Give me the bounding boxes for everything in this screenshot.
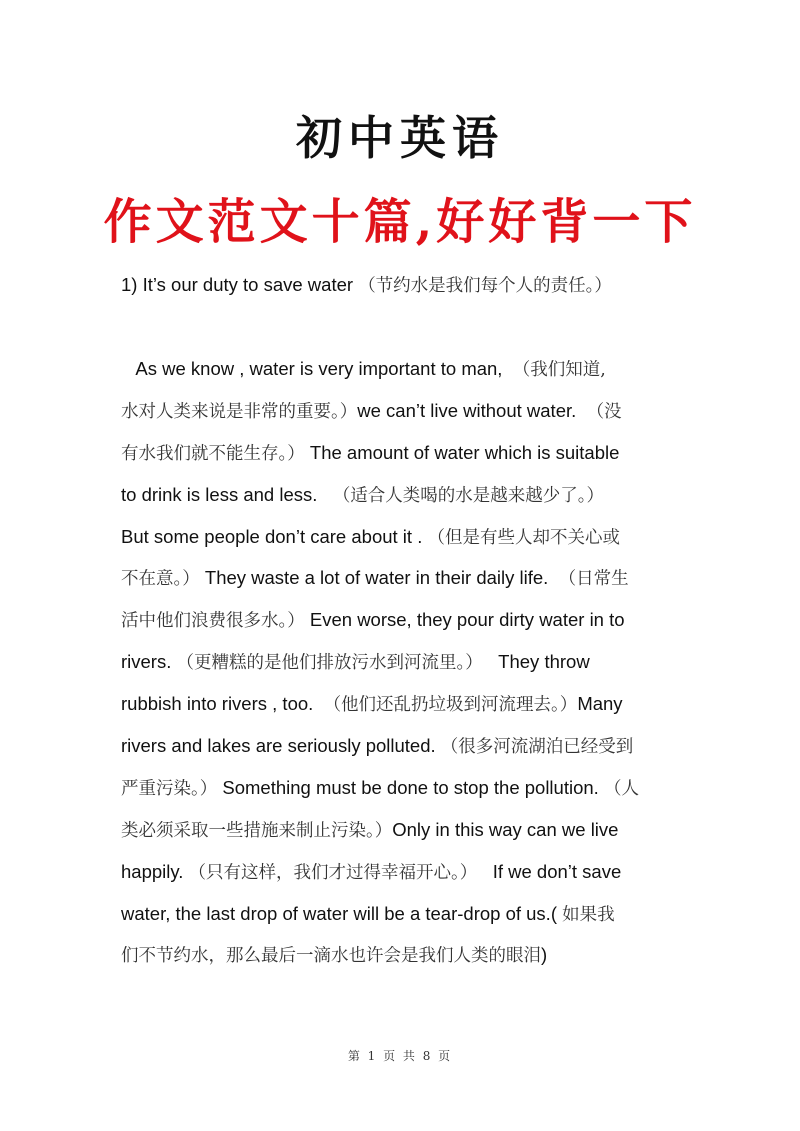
essay-line xyxy=(121,354,681,396)
essay-line xyxy=(121,773,681,815)
line-cn: （只有这样，我们才过得幸福开心。） xyxy=(188,862,478,883)
essay-line xyxy=(121,857,681,899)
line-cn: （人 xyxy=(603,778,639,799)
line-cn: （更糟糕的是他们排放污水到河流里。） xyxy=(176,653,483,674)
essay-line xyxy=(121,689,681,731)
line-en: water, the last drop of water will be a tear-drop of us.( xyxy=(121,902,563,924)
line-en: Only in this way can we live xyxy=(392,818,619,840)
line-cn: 有水我们就不能生存。） xyxy=(121,443,305,464)
line-en: we can’t live without water. xyxy=(357,399,587,421)
essay-line xyxy=(121,647,681,689)
line-cn: （很多河流湖泊已经受到 xyxy=(440,737,634,758)
line-en: rivers. xyxy=(121,651,177,673)
essay-line xyxy=(121,438,681,480)
line-en: They throw xyxy=(482,651,590,673)
essay-line xyxy=(121,522,681,564)
line-cn: （但是有些人却不关心或 xyxy=(427,527,620,548)
line-cn: 类必须采取一些措施来制止污染。） xyxy=(121,820,393,841)
line-cn: 严重污染。） xyxy=(121,778,218,799)
line-cn: （他们还乱扔垃圾到河流理去。） xyxy=(323,695,578,716)
essay-line xyxy=(121,940,681,982)
line-en: rivers and lakes are seriously polluted. xyxy=(121,735,441,757)
line-cn: （我们知道, xyxy=(512,360,606,380)
line-en: If we don’t save xyxy=(477,860,622,882)
essay-line xyxy=(121,563,681,605)
line-en: Many xyxy=(577,693,623,715)
line-cn: （日常生 xyxy=(558,569,629,590)
line-en: They waste a lot of water in their daily life. xyxy=(199,567,559,589)
line-en: happily. xyxy=(121,860,189,882)
essay-body xyxy=(121,354,681,982)
essay-line xyxy=(121,396,681,438)
line-en: rubbish into rivers , too. xyxy=(121,693,324,715)
essay-line xyxy=(121,899,681,941)
essay-line xyxy=(121,605,681,647)
line-cn: 们不节约水，那么最后一滴水也许会是我们人类的眼泪 xyxy=(121,946,541,967)
document-title: 初中英语 xyxy=(296,111,504,165)
line-en: ) xyxy=(541,944,548,966)
essay-line xyxy=(121,731,681,773)
document-subtitle: 作文范文十篇,好好背一下 xyxy=(103,194,697,250)
line-cn: （适合人类喝的水是越来越少了。） xyxy=(332,485,605,506)
line-cn: 如果我 xyxy=(562,904,615,925)
line-en: Something must be done to stop the pollution. xyxy=(217,776,604,798)
line-en: to drink is less and less. xyxy=(121,483,333,505)
line-cn: （没 xyxy=(586,401,622,422)
line-cn: 水对人类来说是非常的重要。） xyxy=(121,401,358,422)
line-en: Even worse, they pour dirty water in to xyxy=(304,609,625,631)
essay-heading-en: 1) It’s our duty to save water xyxy=(121,274,354,295)
line-en: The amount of water which is suitable xyxy=(304,441,620,463)
line-en: As we know , water is very important to man, xyxy=(121,358,513,379)
essay-heading xyxy=(121,272,691,299)
essay-line xyxy=(121,815,681,857)
essay-line xyxy=(121,480,681,522)
essay-heading-cn: （节约水是我们每个人的责任。） xyxy=(358,276,612,296)
line-cn: 不在意。） xyxy=(121,569,200,590)
line-cn: 活中他们浪费很多水。） xyxy=(121,611,305,632)
page-number-footer: 第 1 页 共 8 页 xyxy=(347,1049,453,1063)
line-en: But some people don’t care about it . xyxy=(121,525,428,547)
